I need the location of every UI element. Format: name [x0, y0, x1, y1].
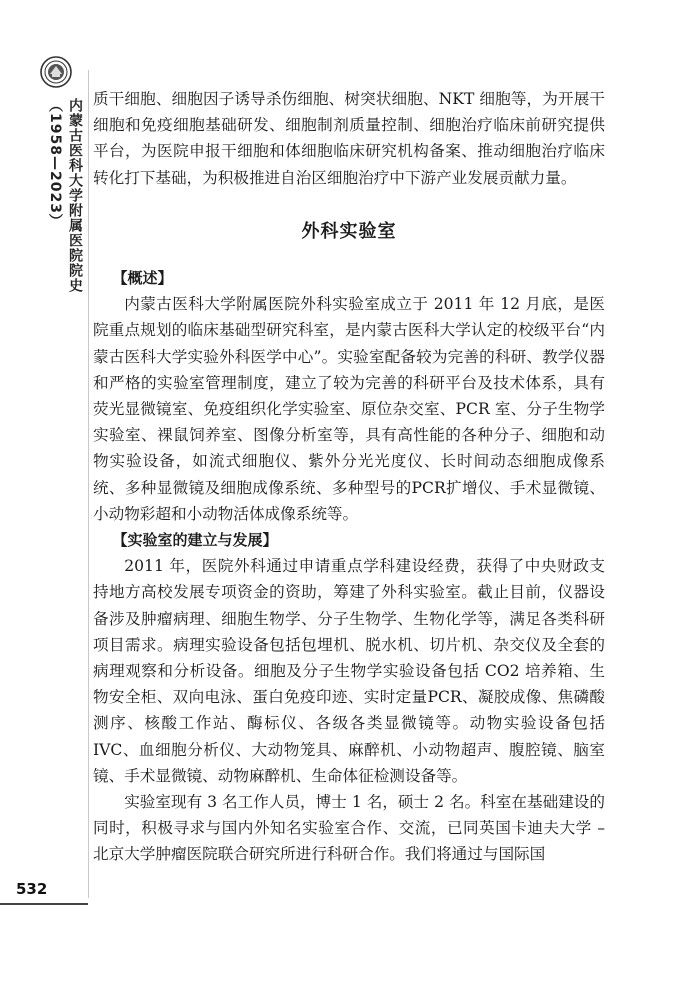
- section-title: 外科实验室: [301, 220, 397, 242]
- overview-paragraph: 内蒙古医科大学附属医院外科实验室成立于 2011 年 12 月底，是医院重点规划的临床基础型研究科室，是内蒙古医科大学认定的校级平台“内蒙古医科大学实验外科医学中心”。实验室配备较为完善的科研、教学仪器和严格的实验室管理制度，建立了较为完善的科研平台及技术体系，具有荧光显微镜室、免疫组织化学实验室、原位杂交室、PCR 室、分子生物学实验室、裸鼠饲养室、图像分析室等，具有高性能的各种分子、细胞和动物实验设备，如流式细胞仪、紫外分光光度仪、长时间动态细胞成像系统、多种显微镜及细胞成像系统、多种型号的PCR扩增仪、手术显微镜、小动物彩超和小动物活体成像系统等。: [93, 295, 605, 523]
- development-heading: 【实验室的建立与发展】: [112, 531, 278, 550]
- development-paragraph: 2011 年，医院外科通过申请重点学科建设经费，获得了中央财政支持地方高校发展专项资金的资助，筹建了外科实验室。截止目前，仪器设备涉及肿瘤病理、细胞生物学、分子生物学、生物化学等，满足各类科研项目需求。病理实验设备包括包埋机、脱水机、切片机、杂交仪及全套的病理观察和分析设备。细胞及分子生物学实验设备包括 CO2 培养箱、生物安全柜、双向电泳、蛋白免疫印迹、实时定量PCR、凝胶成像、焦磷酸测序、核酸工作站、酶标仪、各级各类显微镜等。动物实验设备包括 IVC、血细胞分析仪、大动物笼具、麻醉机、小动物超声、腹腔镜、脑室镜、手术显微镜、动物麻醉机、生命体征检测设备等。: [93, 557, 605, 785]
- intro-paragraph: 质干细胞、细胞因子诱导杀伤细胞、树突状细胞、NKT 细胞等，为开展干细胞和免疫细胞基础研发、细胞制剂质量控制、细胞治疗临床前研究提供平台，为医院申报干细胞和体细胞临床研究机构备案、推动细胞治疗临床转化打下基础，为积极推进自治区细胞治疗中下游产业发展贡献力量。: [93, 90, 605, 187]
- margin-divider: [88, 70, 89, 898]
- book-title: 内蒙古医科大学附属医院院史（1958—2023）: [47, 98, 83, 293]
- university-emblem-icon: [40, 56, 72, 88]
- staff-paragraph: 实验室现有 3 名工作人员，博士 1 名，硕士 2 名。科室在基础建设的同时，积极寻求与国内外知名实验室合作、交流，已同英国卡迪夫大学 – 北京大学肿瘤医院联合研究所进行科研合作。我们将通过与国际国: [93, 793, 605, 864]
- page-number: 532: [16, 880, 48, 898]
- sidebar: [0, 0, 88, 983]
- page-number-rule: [0, 903, 88, 905]
- overview-heading: 【概述】: [112, 269, 173, 288]
- page-body: [93, 86, 605, 868]
